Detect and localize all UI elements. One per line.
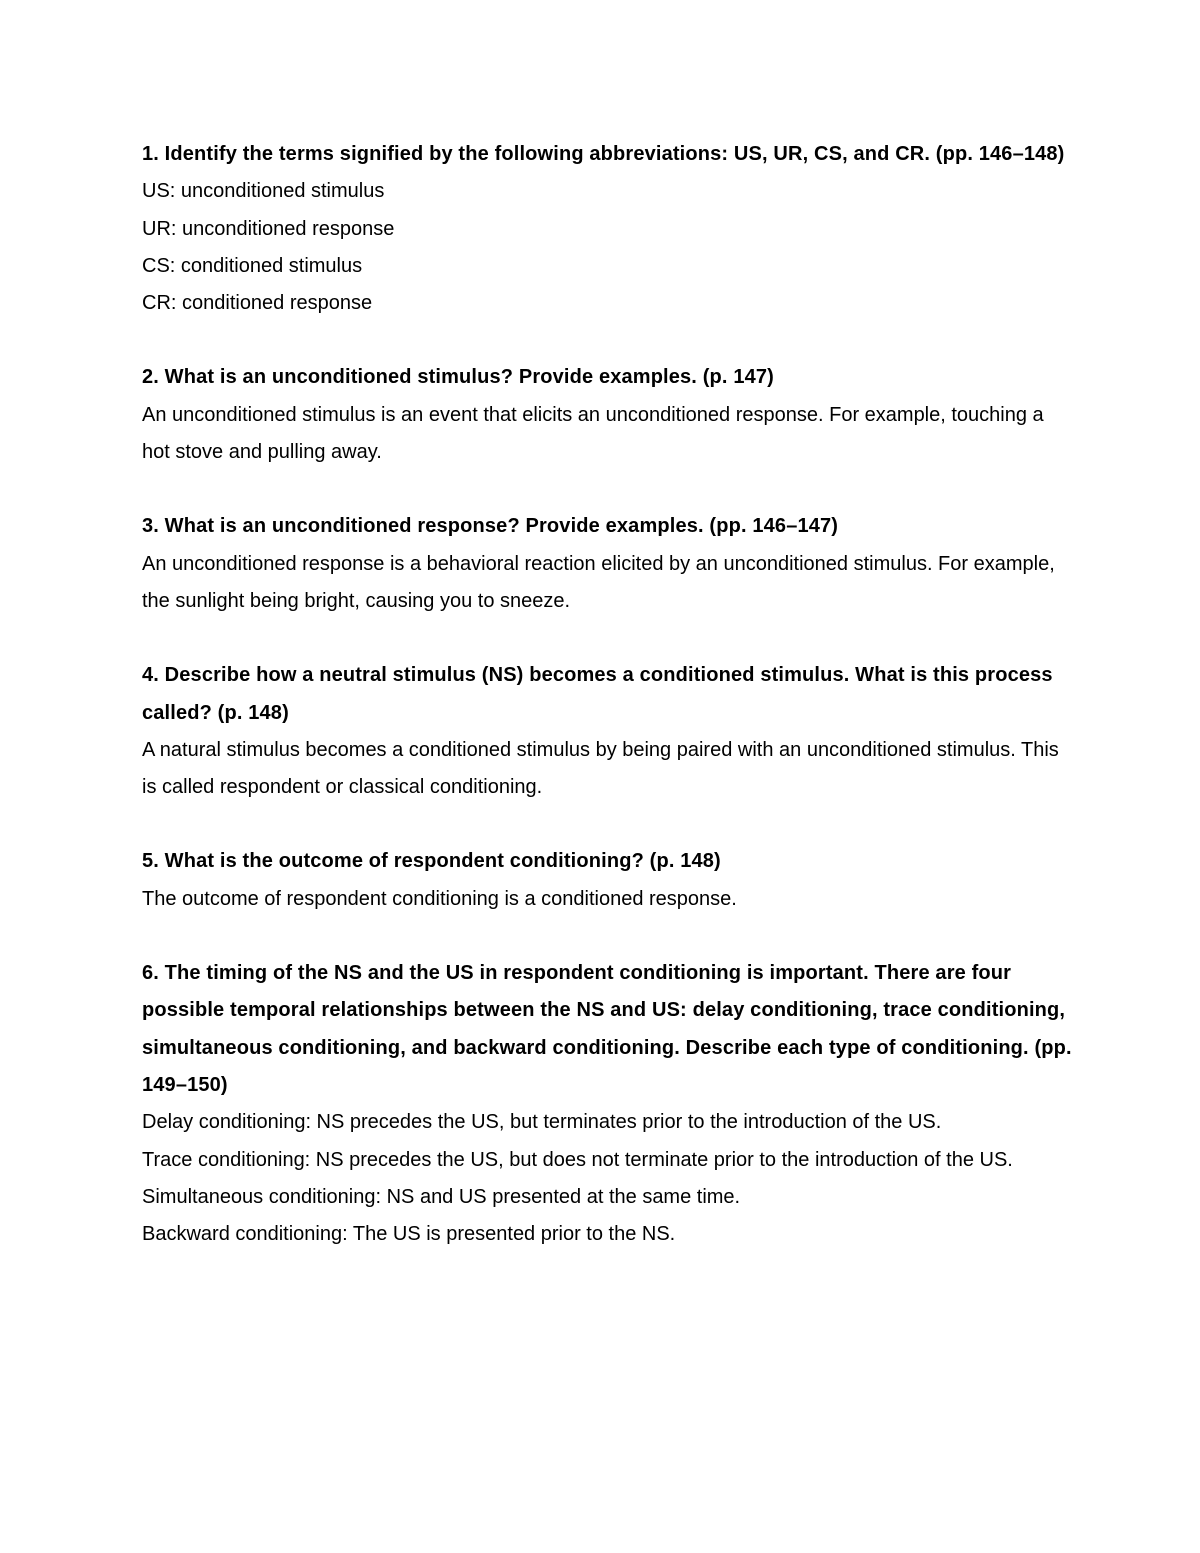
answer-text: A natural stimulus becomes a conditioned stimulus by being paired with an unconditioned stimulus. This is called respondent or classical conditioning. <box>142 738 1059 799</box>
document-page <box>142 136 1072 1290</box>
answer-text: CR: conditioned response <box>142 292 373 315</box>
question-text: 5. What is the outcome of respondent conditioning? (p. 148) <box>142 850 721 873</box>
answer-text: An unconditioned stimulus is an event that elicits an unconditioned response. For example, touching a hot stove and pulling away. <box>142 403 1044 464</box>
answer-text: CS: conditioned stimulus <box>142 254 363 277</box>
question-text: 4. Describe how a neutral stimulus (NS) becomes a conditioned stimulus. What is this process called? (p. 148) <box>142 664 1053 724</box>
question-block-2 <box>142 359 1072 471</box>
answer-text: US: unconditioned stimulus <box>142 180 385 203</box>
question-block-4 <box>142 657 1072 806</box>
answer-text: Delay conditioning: NS precedes the US, but terminates prior to the introduction of the US. <box>142 1111 942 1134</box>
answer-text: The outcome of respondent conditioning is a conditioned response. <box>142 887 737 910</box>
question-text: 1. Identify the terms signified by the following abbreviations: US, UR, CS, and CR. (pp. 146–148) <box>142 143 1065 165</box>
answer-text: Simultaneous conditioning: NS and US presented at the same time. <box>142 1185 741 1208</box>
answer-text: Trace conditioning: NS precedes the US, but does not terminate prior to the introduction of the US. <box>142 1148 1013 1171</box>
question-block-5 <box>142 843 1072 918</box>
question-text: 3. What is an unconditioned response? Provide examples. (pp. 146–147) <box>142 515 839 538</box>
question-text: 2. What is an unconditioned stimulus? Provide examples. (p. 147) <box>142 366 774 389</box>
question-block-6 <box>142 955 1072 1253</box>
answer-text: UR: unconditioned response <box>142 217 395 240</box>
question-text: 6. The timing of the NS and the US in respondent conditioning is important. There are four possible temporal relationships between the NS and US: delay conditioning, trace conditioning, simultaneous conditioning, and backward conditioning. Describe each type of conditioning. (pp. 149–150) <box>142 962 1072 1096</box>
question-block-1 <box>142 136 1072 322</box>
question-block-3 <box>142 508 1072 620</box>
answer-text: Backward conditioning: The US is presented prior to the NS. <box>142 1223 676 1246</box>
answer-text: An unconditioned response is a behavioral reaction elicited by an unconditioned stimulus. For example, the sunlight being bright, causing you to sneeze. <box>142 552 1055 612</box>
